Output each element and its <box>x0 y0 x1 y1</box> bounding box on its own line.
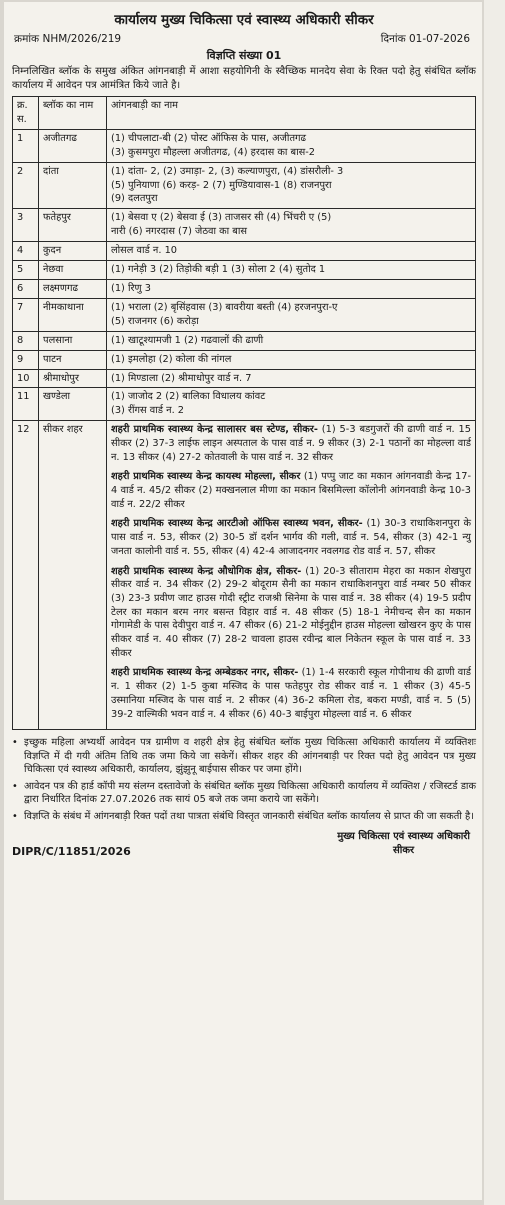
header-sn: क्र. स. <box>13 97 39 130</box>
urban-centre-name: शहरी प्राथमिक स्वास्थ्य केन्द्र कायस्थ मोहल्ला, सीकर <box>111 471 301 483</box>
anganwadi-line: (3) कुसमपुरा मौहल्ला अजीतगढ, (4) हरदास का बास-2 <box>111 146 316 158</box>
row-block: फतेहपुर <box>39 209 107 242</box>
row-sn: 5 <box>13 261 39 280</box>
row-block: सीकर शहर <box>39 421 107 730</box>
urban-centre-list: (1) 20-3 सीताराम मेहरा का मकान शेखपुरा सीकर वार्ड न. 34 सीकर (2) 29-2 बोदूराम सैनी का मकान राधाकिशनपुरा वार्ड नम्बर 50 सीकर (3) 23-3 प्रवीण जाट हाउस गोदी स्ट्रीट राजश्री सिनेमा के पास वार्ड न. 38 सीकर (4) 19-5 प्रदीप टेलर का मकान बरम नगर बसन्त विहार वार्ड न. 48 सीकर (5) 18-1 नेमीचन्द सैन का मकान गोगामेडी के पास देवीपुरा वार्ड न. 47 सीकर (6) 21-2 मोईनुद्दीन हाउस मोहल्ला खोखरन कुए के पास सीकर वार्ड न. 40 सीकर (7) 28-2 चावला हाउस रवीन्द्र बाल निकेतन स्कूल के पास वार्ड न. 33 सीकर <box>111 565 471 659</box>
urban-centre-name: शहरी प्राथमिक स्वास्थ्य केन्द्र सालासर बस स्टेण्ड, सीकर- <box>111 424 318 436</box>
row-anganwadi-list <box>107 298 476 331</box>
signatory-designation: मुख्य चिकित्सा एवं स्वास्थ्य अधिकारी <box>337 830 470 842</box>
row-block: श्रीमाधोपुर <box>39 369 107 388</box>
table-row <box>13 421 476 730</box>
reference-number: क्रमांक NHM/2026/219 <box>14 33 122 45</box>
anganwadi-line: (1) गनेड़ी 3 (2) तिड़ोकी बड़ी 1 (3) सोला 2 (4) सुतोद 1 <box>111 264 326 276</box>
urban-centre-list: (1) 30-3 राधाकिशनपुरा के पास वार्ड न. 53, सीकर (2) 30-5 डॉ दर्शन भार्गव की गली, वार्ड न. 54, सीकर (3) 42-1 न्यु जनता कालोनी वार्ड न. 55, सीकर (4) 42-4 आजादनगर नवलगढ रोड वार्ड न. 57, सीकर <box>111 518 471 557</box>
row-block: लक्ष्मणगढ <box>39 279 107 298</box>
urban-centre <box>111 666 471 721</box>
row-anganwadi-list <box>107 350 476 369</box>
row-sn: 11 <box>13 388 39 421</box>
row-sn: 1 <box>13 129 39 162</box>
table-row <box>13 331 476 350</box>
row-sn: 12 <box>13 421 39 730</box>
row-anganwadi-list <box>107 369 476 388</box>
table-row <box>13 279 476 298</box>
anganwadi-line: (5) राजनगर (6) करोड़ा <box>111 315 199 327</box>
note-item: • आवेदन पत्र की हार्ड कॉपी मय संलग्न दस्तावेजो के संबंधित ब्लॉक मुख्य चिकित्सा अधिकारी कार्यालय में व्यक्तिश / रजिस्टर्ड डाक द्वारा निर्धारित दिनांक 27.07.2026 तक सायं 05 बजे तक जमा कराये जा सकेंगे। <box>12 780 476 806</box>
anganwadi-line: नारी (6) नगरदास (7) जेठवा का बास <box>111 226 248 238</box>
table-row <box>13 369 476 388</box>
row-sn: 3 <box>13 209 39 242</box>
row-block: कुदन <box>39 242 107 261</box>
anganwadi-line: (3) रींगस वार्ड न. 2 <box>111 405 185 417</box>
office-title: कार्यालय मुख्य चिकित्सा एवं स्वास्थ्य अधिकारी सीकर <box>114 12 374 28</box>
urban-centre-list: (1) 1-4 सरकारी स्कूल गोपीनाथ की ढाणी वार्ड न. 1 सीकर (2) 1-5 कुबा मस्जिद के पास फतेहपुर रोड सीकर वार्ड न. 1 सीकर (3) 45-5 उस्मानिया मस्जिद के पास वार्ड न. 2 सीकर (4) 36-2 कमिला रोड, बकरा मण्डी, वार्ड न. 5 (5) 39-2 वाल्मिकी भवन वार्ड न. 4 सीकर (6) 40-3 बाईपुरा मोहल्ला वार्ड न. 6 सीकर <box>111 667 471 720</box>
row-sn: 10 <box>13 369 39 388</box>
header-block: ब्लॉक का नाम <box>39 97 107 130</box>
notice-paper <box>4 2 482 1200</box>
table-row <box>13 350 476 369</box>
table-row <box>13 162 476 209</box>
row-anganwadi-list <box>107 388 476 421</box>
adjacent-page-edge <box>484 0 505 1205</box>
table-row <box>13 209 476 242</box>
row-block: अजीतगढ <box>39 129 107 162</box>
row-anganwadi-list <box>107 209 476 242</box>
signature-block <box>337 830 470 858</box>
footer <box>12 830 476 858</box>
row-anganwadi-list <box>107 331 476 350</box>
anganwadi-line: (1) दांता- 2, (2) उमाड़ा- 2, (3) कल्याणपुरा, (4) डांसरौली- 3 <box>111 165 344 177</box>
row-sn: 4 <box>13 242 39 261</box>
row-anganwadi-list <box>107 279 476 298</box>
urban-centre <box>111 565 471 661</box>
row-sn: 2 <box>13 162 39 209</box>
notice-number: विज्ञप्ति संख्या 01 <box>206 49 282 62</box>
row-sn: 9 <box>13 350 39 369</box>
table-header-row <box>13 97 476 130</box>
table-row <box>13 242 476 261</box>
row-block: दांता <box>39 162 107 209</box>
row-sn: 7 <box>13 298 39 331</box>
anganwadi-line: (1) मिण्डाला (2) श्रीमाधोपुर वार्ड न. 7 <box>111 372 252 384</box>
urban-centre-name: शहरी प्राथमिक स्वास्थ्य केन्द्र अम्बेडकर नगर, सीकर- <box>111 667 299 679</box>
anganwadi-line: (1) खाटूश्यामजी 1 (2) गढवालों की ढाणी <box>111 334 264 346</box>
note-item: • विज्ञप्ति के संबंध में आंगनबाड़ी रिक्त पदों तथा पात्रता संबंधि विस्तृत जानकारी संबंधित ब्लॉक कार्यालय से प्राप्त की जा सकती है। <box>12 810 476 823</box>
anganwadi-line: लोसल वार्ड न. 10 <box>111 245 178 257</box>
row-block: खण्डेला <box>39 388 107 421</box>
row-anganwadi-list <box>107 242 476 261</box>
row-block: पाटन <box>39 350 107 369</box>
anganwadi-line: (1) रिणु 3 <box>111 282 151 294</box>
anganwadi-line: (5) पुनियाणा (6) करड़- 2 (7) मुण्डियावास-1 (8) राजनपुरा <box>111 179 332 191</box>
note-item: • इच्छुक महिला अभ्यर्थी आवेदन पत्र ग्रामीण व शहरी क्षेत्र हेतु संबंधित ब्लॉक मुख्य चिकित्सा अधिकारी कार्यालय में व्यक्तिशः विज्ञप्ति में दी गयी अंतिम तिथि तक जमा किये जा सकेगें। सीकर शहर की आंगनबाड़ी पर रिक्त पदो हेतु आवेदन पत्र मुख्य चिकित्सा एवं स्वास्थ्य अधिकारी, कार्यालय, झुंझुनू बाईपास सीकर पर जमा होंगे। <box>12 736 476 776</box>
signatory-place: सीकर <box>393 844 415 856</box>
urban-centre <box>111 423 471 464</box>
vacancy-table <box>12 96 476 730</box>
urban-centre-name: शहरी प्राथमिक स्वास्थ्य केन्द्र आरटीओ ऑफिस स्वास्थ्य भवन, सीकर- <box>111 518 363 530</box>
anganwadi-line: (1) भराला (2) बृसिंहवास (3) बावरीया बस्ती (4) हरजनपुरा-ए <box>111 301 338 313</box>
urban-centre-list: (1) पप्पु जाट का मकान आंगनवाडी केन्द्र 17-4 वार्ड न. 45/2 सीकर (2) मक्खनलाल मीणा का मकान बिसमिल्ला कॉलोनी आंगनवाडी केन्द्र 10-3 वार्ड न. 22/2 सीकर <box>111 471 471 510</box>
urban-centre <box>111 470 471 511</box>
intro-paragraph: निम्नलिखित ब्लॉक के समुख अंकित आंगनबाड़ी में आशा सहयोगिनी के स्वैच्छिक मानदेय सेवा के रिक्त पदो हेतु संबंधित ब्लॉक कार्यालय में आवेदन पत्र आमंत्रित किये जाते है। <box>12 66 476 91</box>
table-row <box>13 129 476 162</box>
table-row <box>13 298 476 331</box>
anganwadi-line: (1) चीपलाटा-बी (2) पोस्ट ऑफिस के पास, अजीतगढ <box>111 132 307 144</box>
dipr-number: DIPR/C/11851/2026 <box>12 844 131 858</box>
row-block: नीमकाथाना <box>39 298 107 331</box>
row-block: नेछवा <box>39 261 107 280</box>
urban-centres-cell <box>107 421 476 730</box>
notice-date: दिनांक 01-07-2026 <box>380 33 470 45</box>
urban-centre-name: शहरी प्राथमिक स्वास्थ्य केन्द्र औधोगिक क्षेत्र, सीकर- <box>111 565 302 577</box>
row-sn: 6 <box>13 279 39 298</box>
row-block: पलसाना <box>39 331 107 350</box>
urban-centre <box>111 517 471 558</box>
row-anganwadi-list <box>107 162 476 209</box>
notes-list <box>12 736 476 823</box>
urban-centre-list: (1) 5-3 बडगुजरों की ढाणी वार्ड न. 15 सीकर (2) 37-3 लाईफ लाइन अस्पताल के पास वार्ड न. 9 सीकर (3) 2-1 पठानों का मोहल्ला वार्ड न. 13 सीकर (4) 27-2 कोतवाली के पास वार्ड न. 32 सीकर <box>111 424 471 463</box>
table-row <box>13 388 476 421</box>
anganwadi-line: (1) जाजोद 2 (2) बालिका विधालय कांवट <box>111 391 266 403</box>
table-body <box>13 129 476 729</box>
row-anganwadi-list <box>107 261 476 280</box>
anganwadi-line: (1) बेसवा ए (2) बेसवा ई (3) ताजसर सी (4) भिंचरी ए (5) <box>111 212 332 224</box>
table-row <box>13 261 476 280</box>
row-sn: 8 <box>13 331 39 350</box>
header-anganwadi: आंगनबाड़ी का नाम <box>107 97 476 130</box>
anganwadi-line: (9) दलतपुरा <box>111 193 158 205</box>
row-anganwadi-list <box>107 129 476 162</box>
anganwadi-line: (1) इमलोहा (2) कोला की नांगल <box>111 353 232 365</box>
reference-line <box>12 32 476 46</box>
